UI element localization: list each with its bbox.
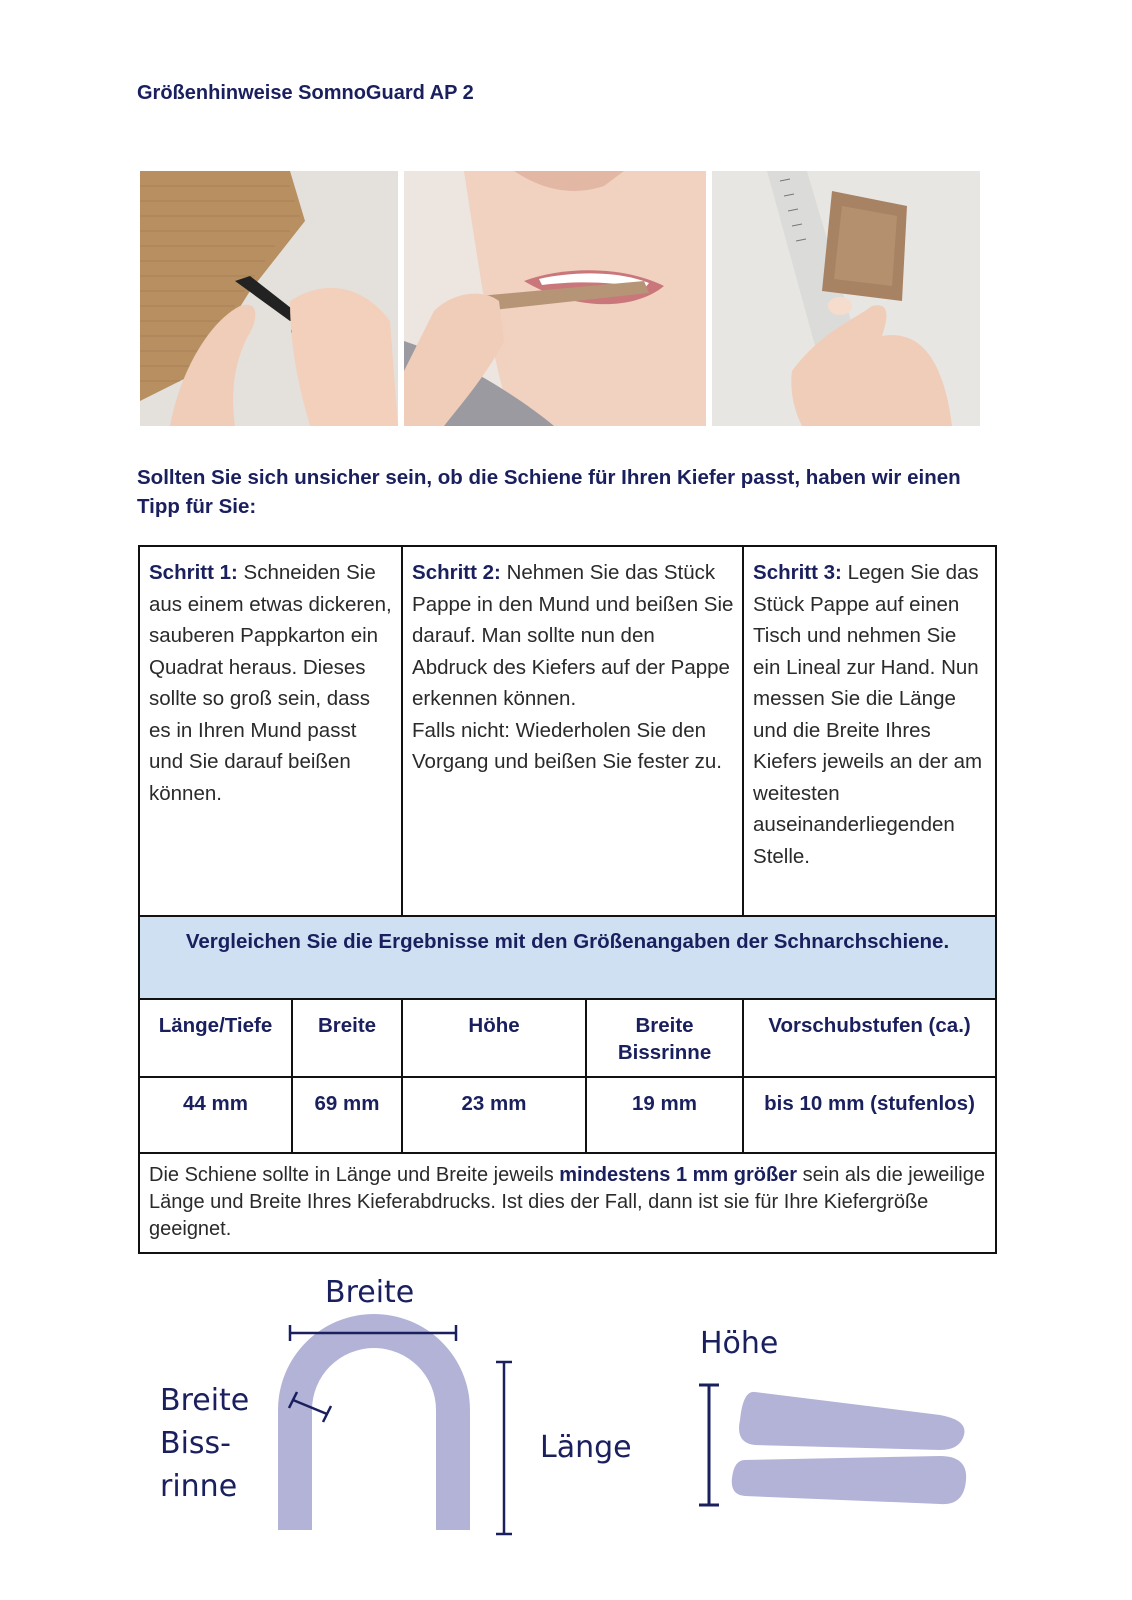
photo-biting-cardboard xyxy=(404,171,706,426)
header-breite-bissrinne: Breite Bissrinne xyxy=(586,999,743,1077)
intro-text: Sollten Sie sich unsicher sein, ob die Schiene für Ihren Kiefer passt, haben wir einen Tipp für Sie: xyxy=(137,466,961,518)
label-breite-bissrinne-1: Breite xyxy=(160,1383,250,1418)
value-laenge: 44 mm xyxy=(139,1077,292,1153)
note-pre: Die Schiene sollte in Länge und Breite jeweils xyxy=(149,1164,560,1186)
label-breite-bissrinne-2: Biss- xyxy=(160,1426,232,1461)
step-3-text: Legen Sie das Stück Pappe auf einen Tisch und nehmen Sie ein Lineal zur Hand. Nun messen Sie die Länge und die Breite Ihres Kiefers jeweils an der am weitesten auseinanderliegenden Stelle. xyxy=(753,561,983,868)
label-hoehe: Höhe xyxy=(700,1326,779,1361)
splint-side-upper xyxy=(739,1392,965,1450)
step-2 xyxy=(402,546,743,916)
value-vorschubstufen: bis 10 mm (stufenlos) xyxy=(743,1077,996,1153)
value-breite-bissrinne: 19 mm xyxy=(586,1077,743,1153)
header-breite: Breite xyxy=(292,999,402,1077)
header-hoehe: Höhe xyxy=(402,999,586,1077)
step-3-label: Schritt 3: xyxy=(753,561,842,584)
size-table xyxy=(138,545,997,1254)
splint-side-lower xyxy=(732,1456,966,1504)
step-1-label: Schritt 1: xyxy=(149,561,238,584)
header-laenge: Länge/Tiefe xyxy=(139,999,292,1077)
label-breite: Breite xyxy=(325,1275,415,1310)
compare-banner: Vergleichen Sie die Ergebnisse mit den Größenangaben der Schnarchschiene. xyxy=(139,916,996,999)
step-1-text: Schneiden Sie aus einem etwas dickeren, sauberen Pappkarton ein Quadrat heraus. Dieses sollte so groß sein, dass es in Ihren Mund passt und Sie darauf beißen können. xyxy=(149,561,392,805)
hoehe-dimension xyxy=(699,1385,719,1505)
step-3 xyxy=(743,546,996,916)
laenge-dimension xyxy=(496,1362,512,1534)
label-breite-bissrinne-3: rinne xyxy=(160,1469,238,1504)
step-2-text-2: Falls nicht: Wiederholen Sie den Vorgang und beißen Sie fester zu. xyxy=(412,718,722,773)
size-diagram xyxy=(0,1260,1132,1600)
note-bold: mindestens 1 mm größer xyxy=(559,1164,798,1186)
page-title: Größenhinweise SomnoGuard AP 2 xyxy=(137,82,474,104)
header-vorschubstufen: Vorschubstufen (ca.) xyxy=(743,999,996,1077)
size-note xyxy=(139,1153,996,1253)
step-2-label: Schritt 2: xyxy=(412,561,501,584)
step-2-text: Nehmen Sie das Stück Pappe in den Mund und beißen Sie darauf. Man sollte nun den Abdruck des Kiefers auf der Pappe erkennen können. xyxy=(412,561,734,710)
label-laenge: Länge xyxy=(540,1430,632,1465)
note-post: sein als die jeweilige Länge und Breite Ihres Kieferabdrucks. Ist dies der Fall, dann ist sie für Ihre Kiefergröße geeignet. xyxy=(149,1164,985,1240)
photo-measuring-cardboard xyxy=(712,171,980,426)
value-breite: 69 mm xyxy=(292,1077,402,1153)
splint-top-view xyxy=(278,1314,470,1530)
step-1 xyxy=(139,546,402,916)
photo-cutting-cardboard xyxy=(140,171,398,426)
value-hoehe: 23 mm xyxy=(402,1077,586,1153)
